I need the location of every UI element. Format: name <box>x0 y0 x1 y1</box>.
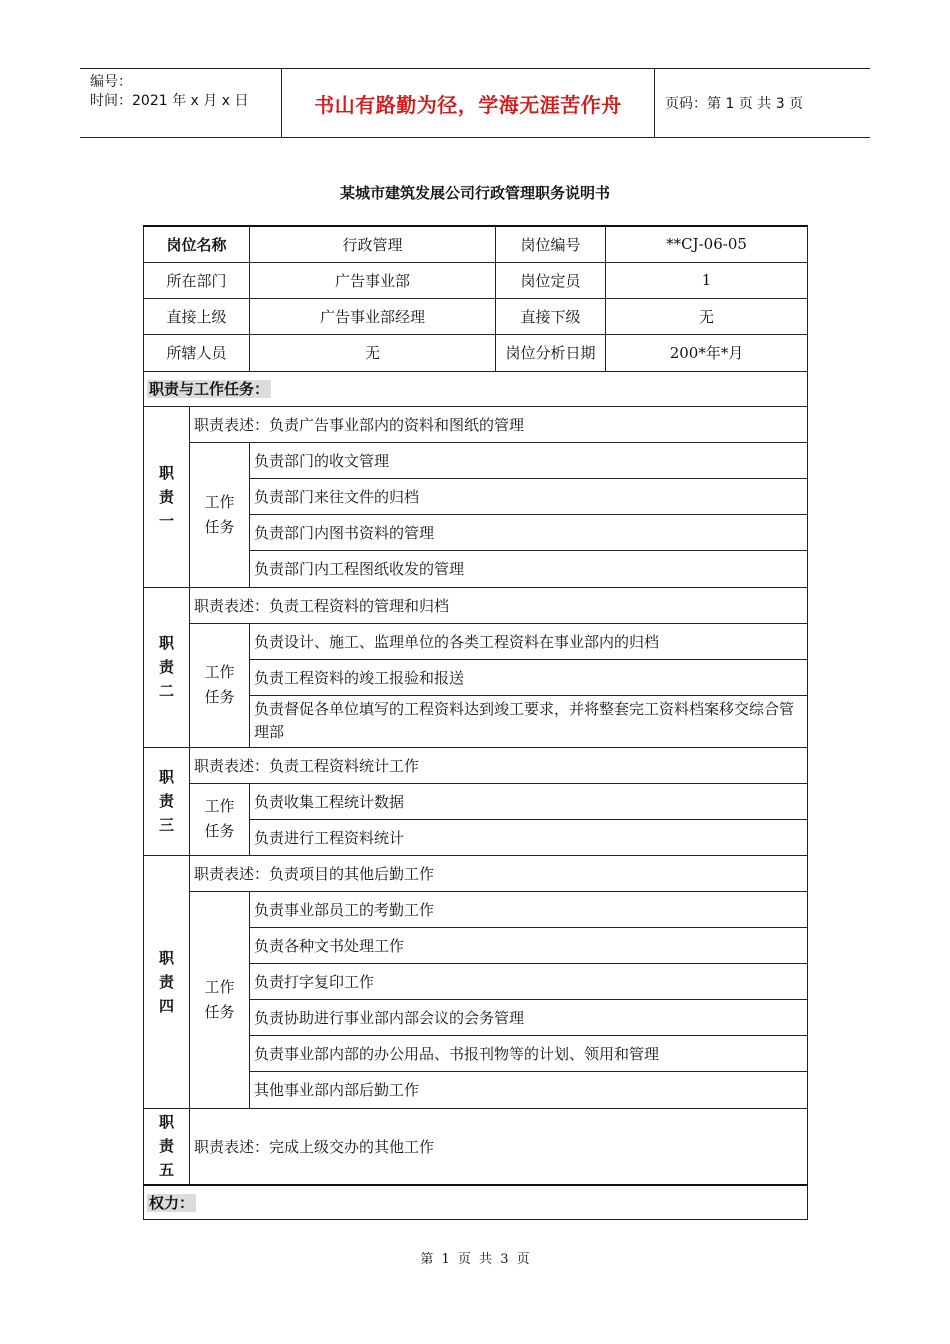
header-time: 时间：2021 年 x 月 x 日 <box>90 93 249 109</box>
info-row <box>144 226 808 262</box>
headcount-label: 岗位定员 <box>496 262 606 298</box>
headcount-value: 1 <box>606 262 808 298</box>
task-row <box>144 783 808 819</box>
document-header <box>80 68 870 138</box>
task-item: 负责部门内工程图纸收发的管理 <box>250 550 808 587</box>
info-row <box>144 298 808 334</box>
task-row <box>144 891 808 927</box>
task-label: 工作 任务 <box>190 891 250 1108</box>
superior-value: 广告事业部经理 <box>250 298 496 334</box>
managed-value: 无 <box>250 334 496 371</box>
duty-label: 职 责 一 <box>144 406 190 587</box>
info-row <box>144 334 808 371</box>
section-title-row <box>144 1185 808 1219</box>
task-item: 负责设计、施工、监理单位的各类工程资料在事业部内的归档 <box>250 623 808 659</box>
task-item: 负责打字复印工作 <box>250 963 808 999</box>
duty-desc-row <box>144 406 808 442</box>
task-label: 工作 任务 <box>190 783 250 855</box>
task-row <box>144 442 808 478</box>
superior-label: 直接上级 <box>144 298 250 334</box>
task-item: 负责事业部内部的办公用品、书报刊物等的计划、领用和管理 <box>250 1035 808 1071</box>
subordinate-label: 直接下级 <box>496 298 606 334</box>
header-number: 编号： <box>90 74 132 90</box>
header-meta <box>90 73 248 111</box>
duty-description: 职责表述：负责广告事业部内的资料和图纸的管理 <box>190 406 808 442</box>
task-item: 负责各种文书处理工作 <box>250 927 808 963</box>
info-row <box>144 262 808 298</box>
section-title-row <box>144 371 808 406</box>
analysis-date-label: 岗位分析日期 <box>496 334 606 371</box>
header-divider <box>654 69 655 137</box>
position-no-label: 岗位编号 <box>496 226 606 262</box>
header-page-info: 页码：第 1 页 共 3 页 <box>665 96 804 112</box>
duty-label: 职 责 四 <box>144 855 190 1108</box>
task-item: 负责收集工程统计数据 <box>250 783 808 819</box>
duty-description: 职责表述：完成上级交办的其他工作 <box>190 1108 808 1185</box>
task-label: 工作 任务 <box>190 442 250 587</box>
dept-value: 广告事业部 <box>250 262 496 298</box>
duty-desc-row <box>144 587 808 623</box>
duty-label: 职 责 五 <box>144 1108 190 1185</box>
task-item: 负责事业部员工的考勤工作 <box>250 891 808 927</box>
duties-title: 职责与工作任务： <box>144 371 808 406</box>
task-item: 负责进行工程资料统计 <box>250 819 808 855</box>
dept-label: 所在部门 <box>144 262 250 298</box>
task-item: 其他事业部内部后勤工作 <box>250 1071 808 1108</box>
authority-title: 权力： <box>144 1185 808 1219</box>
task-item: 负责协助进行事业部内部会议的会务管理 <box>250 999 808 1035</box>
job-description-table <box>143 225 808 1220</box>
document-title: 某城市建筑发展公司行政管理职务说明书 <box>339 184 610 202</box>
duty-desc-row <box>144 855 808 891</box>
task-item: 负责督促各单位填写的工程资料达到竣工要求，并将整套完工资料档案移交综合管理部 <box>250 695 808 747</box>
task-item: 负责部门来往文件的归档 <box>250 478 808 514</box>
duty-label: 职 责 二 <box>144 587 190 747</box>
header-motto: 书山有路勤为径，学海无涯苦作舟 <box>314 92 622 117</box>
position-no-value: **CJ-06-05 <box>606 226 808 262</box>
duty-desc-row <box>144 1108 808 1185</box>
task-item: 负责工程资料的竣工报验和报送 <box>250 659 808 695</box>
duty-label: 职 责 三 <box>144 747 190 855</box>
task-item: 负责部门内图书资料的管理 <box>250 514 808 550</box>
position-name-label: 岗位名称 <box>144 226 250 262</box>
task-label: 工作 任务 <box>190 623 250 747</box>
page-footer: 第 1 页 共 3 页 <box>420 1252 530 1267</box>
subordinate-value: 无 <box>606 298 808 334</box>
duty-desc-row <box>144 747 808 783</box>
duty-description: 职责表述：负责项目的其他后勤工作 <box>190 855 808 891</box>
managed-label: 所辖人员 <box>144 334 250 371</box>
task-item: 负责部门的收文管理 <box>250 442 808 478</box>
analysis-date-value: 200*年*月 <box>606 334 808 371</box>
duty-description: 职责表述：负责工程资料统计工作 <box>190 747 808 783</box>
duty-description: 职责表述：负责工程资料的管理和归档 <box>190 587 808 623</box>
task-row <box>144 623 808 659</box>
position-name-value: 行政管理 <box>250 226 496 262</box>
